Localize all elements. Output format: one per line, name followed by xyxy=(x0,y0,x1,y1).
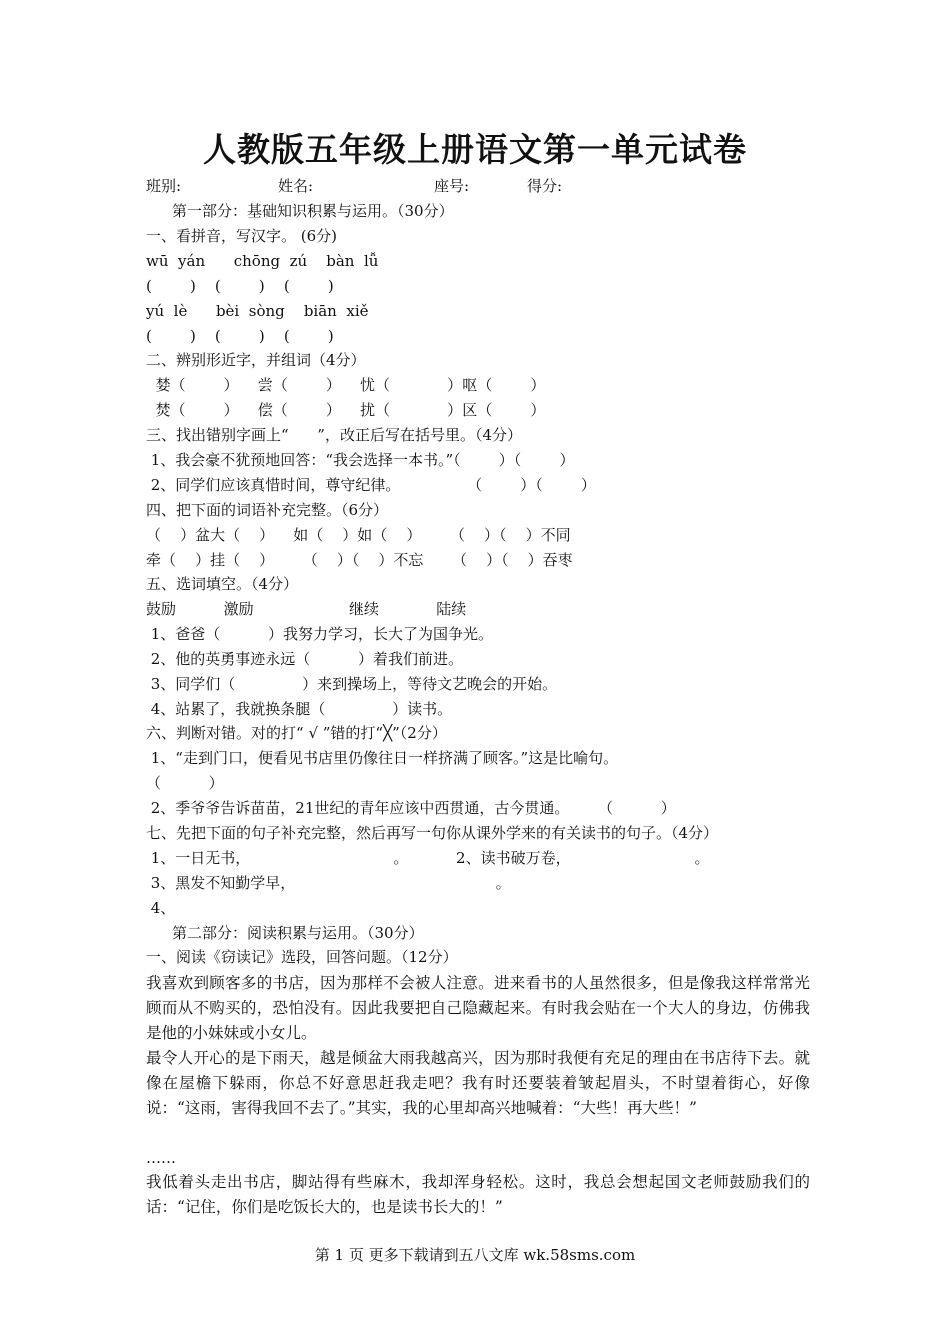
answer-blanks-row-1: ( ) ( ) ( ) xyxy=(146,277,334,295)
q1-heading: 一、看拼音，写汉字。 (6分) xyxy=(146,227,338,245)
reading-ellipsis: …… xyxy=(146,1149,176,1167)
q3-heading: 三、找出错别字画上“ ”，改正后写在括号里。（4分） xyxy=(146,426,522,444)
q5-item-2: 2、他的英勇事迹永远（ ）着我们前进。 xyxy=(146,650,463,668)
q5-item-4: 4、站累了，我就换条腿（ ）读书。 xyxy=(146,700,453,718)
class-label: 班别: xyxy=(146,177,182,195)
pinyin-row-1: wū yán chōng zú bàn lǚ xyxy=(146,252,379,270)
q3-item-2: 2、同学们应该真惜时间，尊守纪律。 （ ）（ ） xyxy=(146,476,596,494)
answer-blanks-row-2: ( ) ( ) ( ) xyxy=(146,327,334,345)
q7-item-4: 4、 xyxy=(146,899,176,917)
seat-label: 座号: xyxy=(434,177,470,195)
q6-item-1: 1、“走到门口，便看见书店里仍像往日一样挤满了顾客。”这是比喻句。 xyxy=(146,749,619,767)
q4-heading: 四、把下面的词语补充完整。（6分） xyxy=(146,501,389,519)
q6-item-1-blank: （ ） xyxy=(146,774,224,792)
q5-item-1: 1、爸爸（ ）我努力学习，长大了为国争光。 xyxy=(146,625,493,643)
q5-heading: 五、选词填空。（4分） xyxy=(146,575,299,593)
reading-paragraph-1: 我喜欢到顾客多的书店，因为那样不会被人注意。进来看书的人虽然很多，但是像我这样常常光顾而从不购买的，恐怕没有。因此我要把自己隐藏起来。有时我会贴在一个大人的身边，仿佛我是他的小妹妹或小女儿。 xyxy=(146,974,810,1042)
q7-item-3: 3、黑发不知勤学早， 。 xyxy=(146,874,511,892)
q3-item-1: 1、我会豪不犹预地回答：“我会选择一本书。”（ ）（ ） xyxy=(146,451,575,469)
reading-paragraph-2: 最令人开心的是下雨天，越是倾盆大雨我越高兴，因为那时我便有充足的理由在书店待下去。就像在屋檐下躲雨，你总不好意思赶我走吧？我有时还要装着皱起眉头，不时望着街心，好像说：“这雨，害得我回不去了。”其实，我的心里却高兴地喊着：“大些！再大些！” xyxy=(146,1049,810,1117)
q7-row-1: 1、一日无书， 。 2、读书破万卷， 。 xyxy=(146,849,710,867)
page-footer: 第 1 页 更多下载请到五八文库 wk.58sms.com xyxy=(314,1246,636,1264)
q6-heading: 六、判断对错。对的打“ √ ”错的打“╳”（2分） xyxy=(146,724,447,742)
q2-row-1: 婪（ ） 尝（ ） 忧（ ）呕（ ） xyxy=(146,376,546,394)
score-label: 得分: xyxy=(527,177,563,195)
pinyin-row-2: yú lè bèi sòng biān xiě xyxy=(146,302,369,320)
q7-heading: 七、先把下面的句子补充完整，然后再写一句你从课外学来的有关读书的句子。（4分） xyxy=(146,824,719,842)
name-label: 姓名: xyxy=(278,177,314,195)
q2-heading: 二、辨别形近字，并组词（4分） xyxy=(146,351,366,369)
q5-options: 鼓励 激励 继续 陆续 xyxy=(146,600,467,618)
q2-row-2: 焚（ ） 偿（ ） 扰（ ）区（ ） xyxy=(146,401,546,419)
part1-heading: 第一部分：基础知识积累与运用。（30分） xyxy=(172,202,454,220)
page-title: 人教版五年级上册语文第一单元试卷 xyxy=(203,130,747,169)
part2-heading: 第二部分：阅读积累与运用。（30分） xyxy=(172,924,424,942)
reading-heading: 一、阅读《窃读记》选段，回答问题。（12分） xyxy=(146,948,458,966)
q5-item-3: 3、同学们（ ）来到操场上，等待文艺晚会的开始。 xyxy=(146,675,558,693)
reading-paragraph-3: 我低着头走出书店，脚站得有些麻木，我却浑身轻松。这时，我总会想起国文老师鼓励我们的话：“记住，你们是吃饭长大的，也是读书长大的！” xyxy=(146,1173,810,1216)
q6-item-2: 2、季爷爷告诉苗苗，21世纪的青年应该中西贯通，古今贯通。 （ ） xyxy=(146,799,676,817)
q4-row-2: 牵（ ）挂（ ） （ ）（ ）不忘 （ ）（ ）吞枣 xyxy=(146,551,573,569)
q4-row-1: （ ）盆大（ ） 如（ ）如（ ） （ ）（ ）不同 xyxy=(146,526,571,544)
